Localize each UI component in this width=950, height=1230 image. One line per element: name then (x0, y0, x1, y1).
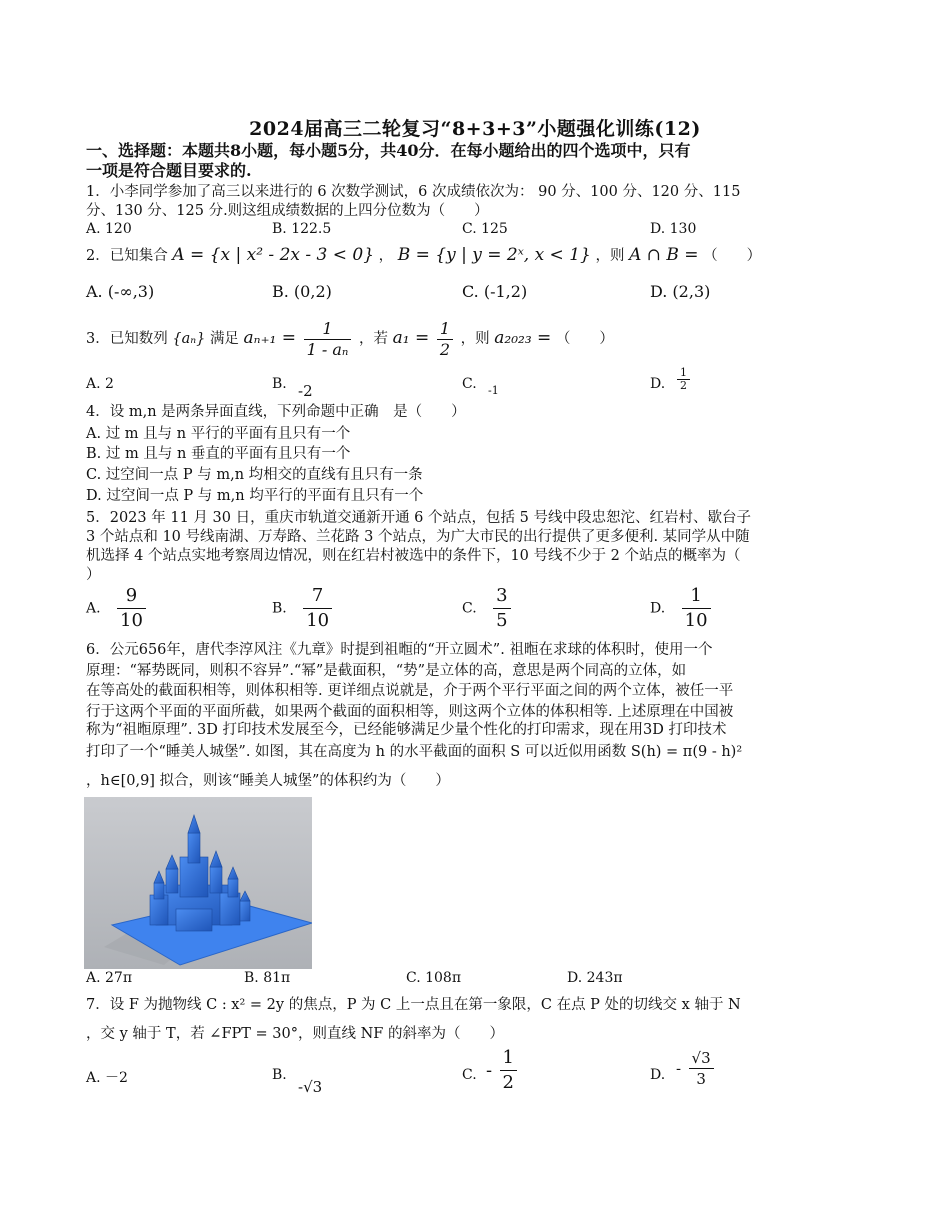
q7-option-d-num: √3 (689, 1048, 714, 1069)
q3-option-d-fraction (677, 367, 690, 392)
q7-option-c-minus: - (486, 1060, 493, 1081)
q7-option-c-label: C. (462, 1067, 477, 1083)
q5-stem-line4: ） (86, 567, 101, 583)
q6-stem-line7: ，h∈[0,9] 拟合，则该“睡美人城堡”的体积约为（ ） (86, 773, 450, 789)
q7-option-d-label: D. (650, 1067, 666, 1083)
castle-3d-print-figure (84, 797, 312, 969)
q3-target: a₂₀₂₃ = (494, 328, 552, 348)
q5-stem-line3: 机选择 4 个站点实地考察周边情况，则在红岩村被选中的条件下，10 号线不少于 2 个站点的概率为（ (86, 548, 741, 564)
q3-lhs: aₙ₊₁ = (243, 328, 297, 348)
q3-option-b-value: -2 (298, 382, 313, 400)
q6-stem-line2: 原理：“幂势既同，则积不容异”.“幂”是截面积，“势”是立体的高，意思是两个同高的立体，如 (86, 663, 687, 679)
q3-half (437, 319, 453, 360)
q6-option-a: A. 27π (86, 970, 133, 986)
q3-fraction-num: 1 (304, 319, 352, 340)
q1-stem-line1: 1．小李同学参加了高三以来进行的 6 次数学测试，6 次成绩依次为： 90 分、100 分、120 分、115 (86, 184, 741, 200)
q2-expr: A ∩ B = (629, 245, 699, 265)
q7-option-c-value (486, 1046, 520, 1095)
q3-option-c-label: C. (462, 376, 477, 392)
q2-set-a: A = {x | x² - 2x - 3 < 0} (172, 245, 375, 265)
q5-option-b-fraction (303, 584, 332, 633)
q5-option-c-num: 3 (493, 584, 510, 609)
q6-stem-line4: 行于这两个平面的平面所截，如果两个截面的面积相等，则这两个立体的体积相等. 上述原理在中国被 (86, 704, 734, 720)
q1-option-c: C. 125 (462, 221, 508, 237)
q5-option-c-label: C. (462, 600, 477, 617)
q5-option-b-label: B. (272, 600, 287, 617)
page-title: 2024届高三二轮复习“8+3+3”小题强化训练(12) (249, 118, 701, 140)
q7-stem-line1: 7．设 F 为抛物线 C : x² = 2y 的焦点，P 为 C 上一点且在第一象限，C 在点 P 处的切线交 x 轴于 N (86, 997, 741, 1013)
q2-then: ，则 (595, 248, 625, 264)
q2-option-c: C. (-1,2) (462, 282, 528, 301)
q2-option-a: A. (-∞,3) (86, 282, 155, 301)
q7-option-c-num: 1 (500, 1046, 517, 1071)
q3-satisfy: 满足 (209, 331, 239, 347)
q7-option-b-label: B. (272, 1067, 287, 1083)
q5-option-d-num: 1 (682, 584, 711, 609)
q3-seq: {aₙ} (172, 331, 206, 347)
q7-option-d-value (676, 1048, 717, 1089)
q5-option-c-fraction (493, 584, 510, 633)
q5-option-a-den: 10 (120, 610, 143, 631)
q6-stem-line1: 6．公元656年，唐代李淳风注《九章》时提到祖暅的“开立圆术”. 祖暅在求球的体积时，使用一个 (86, 642, 713, 658)
q5-option-a (86, 584, 149, 633)
q5-stem-line1: 5．2023 年 11 月 30 日，重庆市轨道交通新开通 6 个站点，包括 5 号线中段忠恕沱、红岩村、歇台子 (86, 510, 751, 526)
q1-option-a: A. 120 (86, 221, 132, 237)
q3-a1: a₁ = (392, 328, 430, 348)
q3-fraction (304, 319, 352, 360)
q6-stem-line3: 在等高处的截面积相等，则体积相等. 更详细点说就是，介于两个平行平面之间的两个立体，被任一平 (86, 683, 734, 699)
q3-stem (86, 314, 876, 363)
q3-option-d-value (674, 367, 693, 392)
section-heading-line2: 一项是符合题目要求的. (86, 161, 252, 180)
q5-option-d-fraction (682, 584, 711, 633)
q6-stem-line5: 称为“祖暅原理”. 3D 打印技术发展至今，已经能够满足少量个性化的打印需求，现在用3D 打印技术 (86, 722, 727, 738)
q3-half-den: 2 (439, 339, 451, 359)
q6-option-c: C. 108π (406, 970, 462, 986)
q5-option-c-den: 5 (496, 610, 508, 631)
q5-stem-line2: 3 个站点和 10 号线南湖、万寿路、兰花路 3 个站点，为广大市民的出行提供了更多便利. 某同学从中随 (86, 529, 750, 545)
q3-prefix: 3．已知数列 (86, 331, 168, 347)
q7-option-d-fraction (689, 1048, 714, 1089)
q2-set-b: B = {y | y = 2ˣ, x < 1} (397, 245, 591, 265)
q1-option-d: D. 130 (650, 221, 697, 237)
q3-fraction-den: 1 - aₙ (306, 339, 349, 359)
q7-option-c-den: 2 (502, 1072, 514, 1093)
q2-prefix: 2．已知集合 (86, 248, 168, 264)
q2-comma: ， (378, 248, 394, 264)
q5-option-b (272, 584, 335, 633)
q4-option-b: B. 过 m 且与 n 垂直的平面有且只有一个 (86, 446, 351, 462)
q4-option-a: A. 过 m 且与 n 平行的平面有且只有一个 (86, 426, 351, 442)
q4-stem: 4．设 m,n 是两条异面直线，下列命题中正确 是（ ） (86, 404, 466, 420)
q3-half-num: 1 (437, 319, 453, 340)
q4-option-c: C. 过空间一点 P 与 m,n 均相交的直线有且只有一条 (86, 467, 423, 483)
q2-stem (86, 246, 876, 266)
q7-option-d-den: 3 (696, 1070, 706, 1088)
q7-option-a: A. －2 (86, 1070, 128, 1086)
q3-option-d-label: D. (650, 376, 666, 392)
q7-option-b-value: -√3 (298, 1078, 323, 1096)
q3-blank: （ ） (555, 331, 614, 347)
q5-option-d-label: D. (650, 600, 666, 617)
section-heading-line1: 一、选择题：本题共8小题，每小题5分，共40分．在每小题给出的四个选项中，只有 (86, 141, 691, 160)
q3-option-b-label: B. (272, 376, 287, 392)
q5-option-b-den: 10 (306, 610, 330, 631)
q4-option-d: D. 过空间一点 P 与 m,n 均平行的平面有且只有一个 (86, 488, 424, 504)
q1-stem-line2: 分、130 分、125 分.则这组成绩数据的上四分位数为（ ） (86, 203, 489, 219)
q3-if: ，若 (359, 331, 389, 347)
q5-option-b-num: 7 (303, 584, 332, 609)
q5-option-d-den: 10 (684, 610, 708, 631)
q6-option-b: B. 81π (244, 970, 291, 986)
q2-option-b: B. (0,2) (272, 282, 332, 301)
q7-option-c-fraction (500, 1046, 517, 1095)
q6-option-d: D. 243π (567, 970, 623, 986)
q7-stem-line2: ，交 y 轴于 T，若 ∠FPT = 30°，则直线 NF 的斜率为（ ） (86, 1026, 504, 1042)
q1-option-b: B. 122.5 (272, 221, 332, 237)
q3-option-d-den: 2 (680, 379, 687, 392)
q5-option-a-num: 9 (117, 584, 146, 609)
q3-option-a: A. 2 (86, 376, 114, 392)
q7-option-d-minus: - (676, 1059, 682, 1078)
q3-option-d-num: 1 (677, 367, 690, 380)
q2-option-d: D. (2,3) (650, 282, 711, 301)
q6-stem-line6: 打印了一个“睡美人城堡”. 如图，其在高度为 h 的水平截面的面积 S 可以近似用函数 S(h) = π(9 - h)² (86, 744, 743, 760)
q2-blank: （ ） (703, 248, 762, 264)
q3-then: ，则 (460, 331, 490, 347)
q5-option-c (462, 584, 514, 633)
q5-option-a-label: A. (86, 600, 101, 617)
q5-option-a-fraction (117, 584, 146, 633)
q3-option-c-value: -1 (488, 384, 499, 397)
q5-option-d (650, 584, 714, 633)
